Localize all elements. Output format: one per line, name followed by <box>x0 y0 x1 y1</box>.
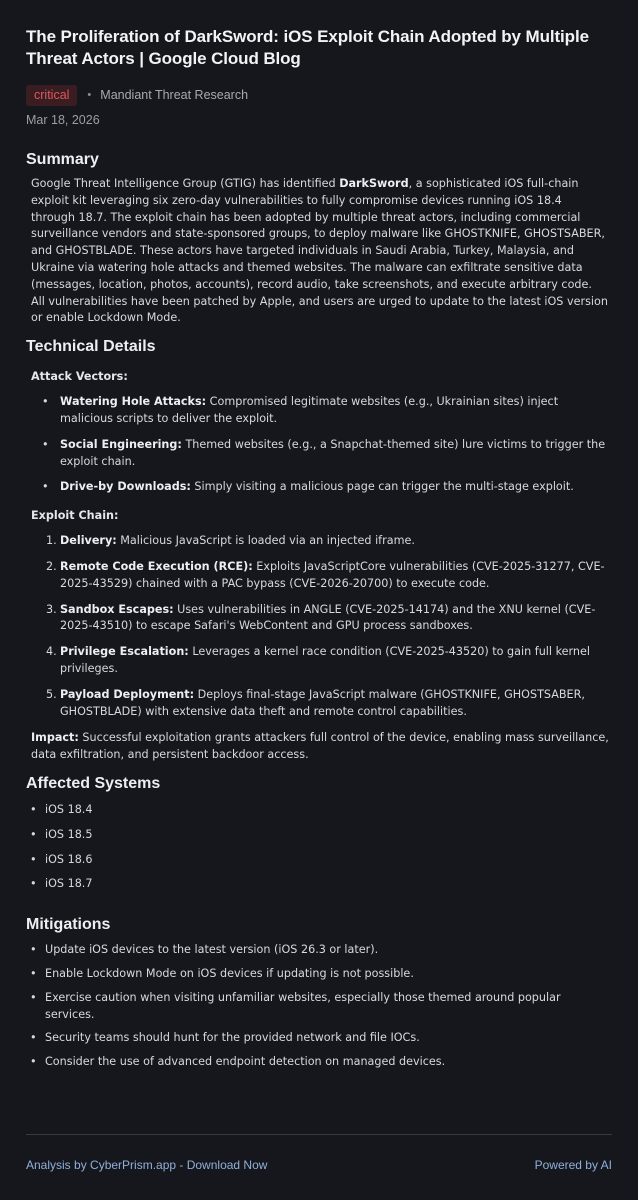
bullet-icon: • <box>42 437 49 451</box>
list-item <box>26 394 612 428</box>
exploit-chain-list <box>26 533 612 720</box>
bullet-icon: • <box>30 1031 37 1045</box>
severity-badge: critical <box>26 85 77 106</box>
mitigations-list <box>26 942 612 1071</box>
bullet-icon: • <box>30 1055 37 1069</box>
affected-heading: Affected Systems <box>26 774 161 792</box>
vector-title: Drive-by Downloads: <box>60 480 191 494</box>
step-number: 2. <box>46 559 57 573</box>
article-title: The Proliferation of DarkSword: iOS Exploit Chain Adopted by Multiple Threat Actors | Google Cloud Blog <box>26 27 589 68</box>
step-text: Leverages a kernel race condition (CVE-2025-43520) to gain full kernel privileges. <box>60 645 591 675</box>
publish-date: Mar 18, 2026 <box>26 113 100 127</box>
mitigation-item: Consider the use of advanced endpoint detection on managed devices. <box>45 1055 446 1069</box>
attack-vectors-list <box>26 394 612 496</box>
powered-by-ai-link[interactable]: Powered by AI <box>534 1158 612 1172</box>
list-item <box>26 942 612 959</box>
vector-title: Social Engineering: <box>60 437 182 451</box>
step-title: Privilege Escalation: <box>60 645 189 659</box>
step-text: Deploys final-stage JavaScript malware (GHOSTKNIFE, GHOSTSABER, GHOSTBLADE) with extensive data theft and remote control capabilities. <box>60 687 585 718</box>
step-text: Uses vulnerabilities in ANGLE (CVE-2025-14174) and the XNU kernel (CVE-2025-43510) to escape Safari's WebContent and GPU process sandboxes. <box>60 602 596 633</box>
affected-list <box>26 802 612 893</box>
technical-heading: Technical Details <box>26 338 156 356</box>
list-item <box>26 602 612 636</box>
article-meta <box>26 84 612 106</box>
mitigation-item: Enable Lockdown Mode on iOS devices if updating is not possible. <box>45 966 414 980</box>
step-title: Delivery: <box>60 534 117 548</box>
summary-text-before: Google Threat Intelligence Group (GTIG) has identified <box>31 177 340 190</box>
bullet-icon: • <box>30 827 37 841</box>
list-item <box>26 687 612 721</box>
impact-text: Successful exploitation grants attackers full control of the device, enabling mass surveillance, data exfiltration, and persistent backdoor access. <box>31 731 609 762</box>
list-item <box>26 802 612 819</box>
summary-bold-term: DarkSword <box>339 177 409 190</box>
summary-heading: Summary <box>26 151 99 168</box>
list-item <box>26 876 612 893</box>
list-item <box>26 644 612 678</box>
bullet-icon: • <box>30 852 37 866</box>
summary-text <box>26 176 612 327</box>
vector-text: Compromised legitimate websites (e.g., Ukrainian sites) inject malicious scripts to deliver the exploit. <box>60 395 559 425</box>
mitigation-item: Security teams should hunt for the provided network and file IOCs. <box>45 1031 420 1045</box>
affected-item: iOS 18.7 <box>45 877 93 891</box>
step-number: 4. <box>46 645 57 659</box>
cyberprism-download-link[interactable]: Analysis by CyberPrism.app - Download Now <box>26 1158 268 1172</box>
list-item <box>26 437 612 471</box>
bullet-icon: • <box>30 943 37 957</box>
impact-label: Impact: <box>31 731 79 745</box>
bullet-icon: • <box>30 802 37 816</box>
summary-text-after: , a sophisticated iOS full-chain exploit kit leveraging six zero-day vulnerabilities to fully compromise devices running iOS 18.4 through 18.7. The exploit chain has been adopted by multiple threat actors, including commercial surveillance vendors and state-sponsored groups, to deploy malware like GHOSTKNIFE, GHOSTSABER, and GHOSTBLADE. These actors have targeted individuals in Saudi Arabia, Turkey, Malaysia, and Ukraine via watering hole attacks and themed websites. The malware can exfiltrate sensitive data (messages, location, photos, accounts), record audio, take screenshots, and execute arbitrary code. All vulnerabilities have been patched by Apple, and users are urged to update to the latest iOS version or enable Lockdown Mode. <box>31 177 608 325</box>
vector-title: Watering Hole Attacks: <box>60 395 207 409</box>
footer-divider <box>26 1134 612 1135</box>
bullet-icon: • <box>42 480 49 494</box>
meta-separator: • <box>87 89 92 101</box>
attack-vectors-label: Attack Vectors: <box>31 370 128 384</box>
footer <box>26 1158 612 1172</box>
step-title: Remote Code Execution (RCE): <box>60 559 253 573</box>
step-text: Malicious JavaScript is loaded via an injected iframe. <box>116 534 415 548</box>
impact-paragraph <box>26 730 612 764</box>
bullet-icon: • <box>30 966 37 980</box>
bullet-icon: • <box>30 990 37 1004</box>
step-text: Exploits JavaScriptCore vulnerabilities (CVE-2025-31277, CVE-2025-43529) chained with a PAC bypass (CVE-2026-20700) to execute code. <box>60 559 605 590</box>
exploit-chain-label: Exploit Chain: <box>31 509 119 523</box>
step-number: 5. <box>46 687 57 701</box>
affected-item: iOS 18.5 <box>45 827 93 841</box>
list-item <box>26 479 612 496</box>
step-title: Sandbox Escapes: <box>60 602 174 616</box>
list-item <box>26 990 612 1024</box>
list-item <box>26 1054 612 1071</box>
mitigation-item: Exercise caution when visiting unfamiliar websites, especially those themed around popular services. <box>45 990 561 1021</box>
mitigations-heading: Mitigations <box>26 916 111 934</box>
step-number: 1. <box>46 534 57 548</box>
step-title: Payload Deployment: <box>60 687 195 701</box>
affected-item: iOS 18.6 <box>45 852 93 866</box>
affected-item: iOS 18.4 <box>45 802 93 816</box>
bullet-icon: • <box>30 877 37 891</box>
mitigation-item: Update iOS devices to the latest version (iOS 26.3 or later). <box>45 943 379 957</box>
list-item <box>26 966 612 983</box>
vector-text: Simply visiting a malicious page can trigger the multi-stage exploit. <box>190 480 574 494</box>
list-item <box>26 559 612 593</box>
vector-text: Themed websites (e.g., a Snapchat-themed site) lure victims to trigger the exploit chain. <box>60 437 606 468</box>
list-item <box>26 852 612 869</box>
list-item <box>26 533 612 550</box>
step-number: 3. <box>46 602 57 616</box>
bullet-icon: • <box>42 395 49 409</box>
source-label: Mandiant Threat Research <box>100 88 249 102</box>
list-item <box>26 827 612 844</box>
list-item <box>26 1030 612 1047</box>
